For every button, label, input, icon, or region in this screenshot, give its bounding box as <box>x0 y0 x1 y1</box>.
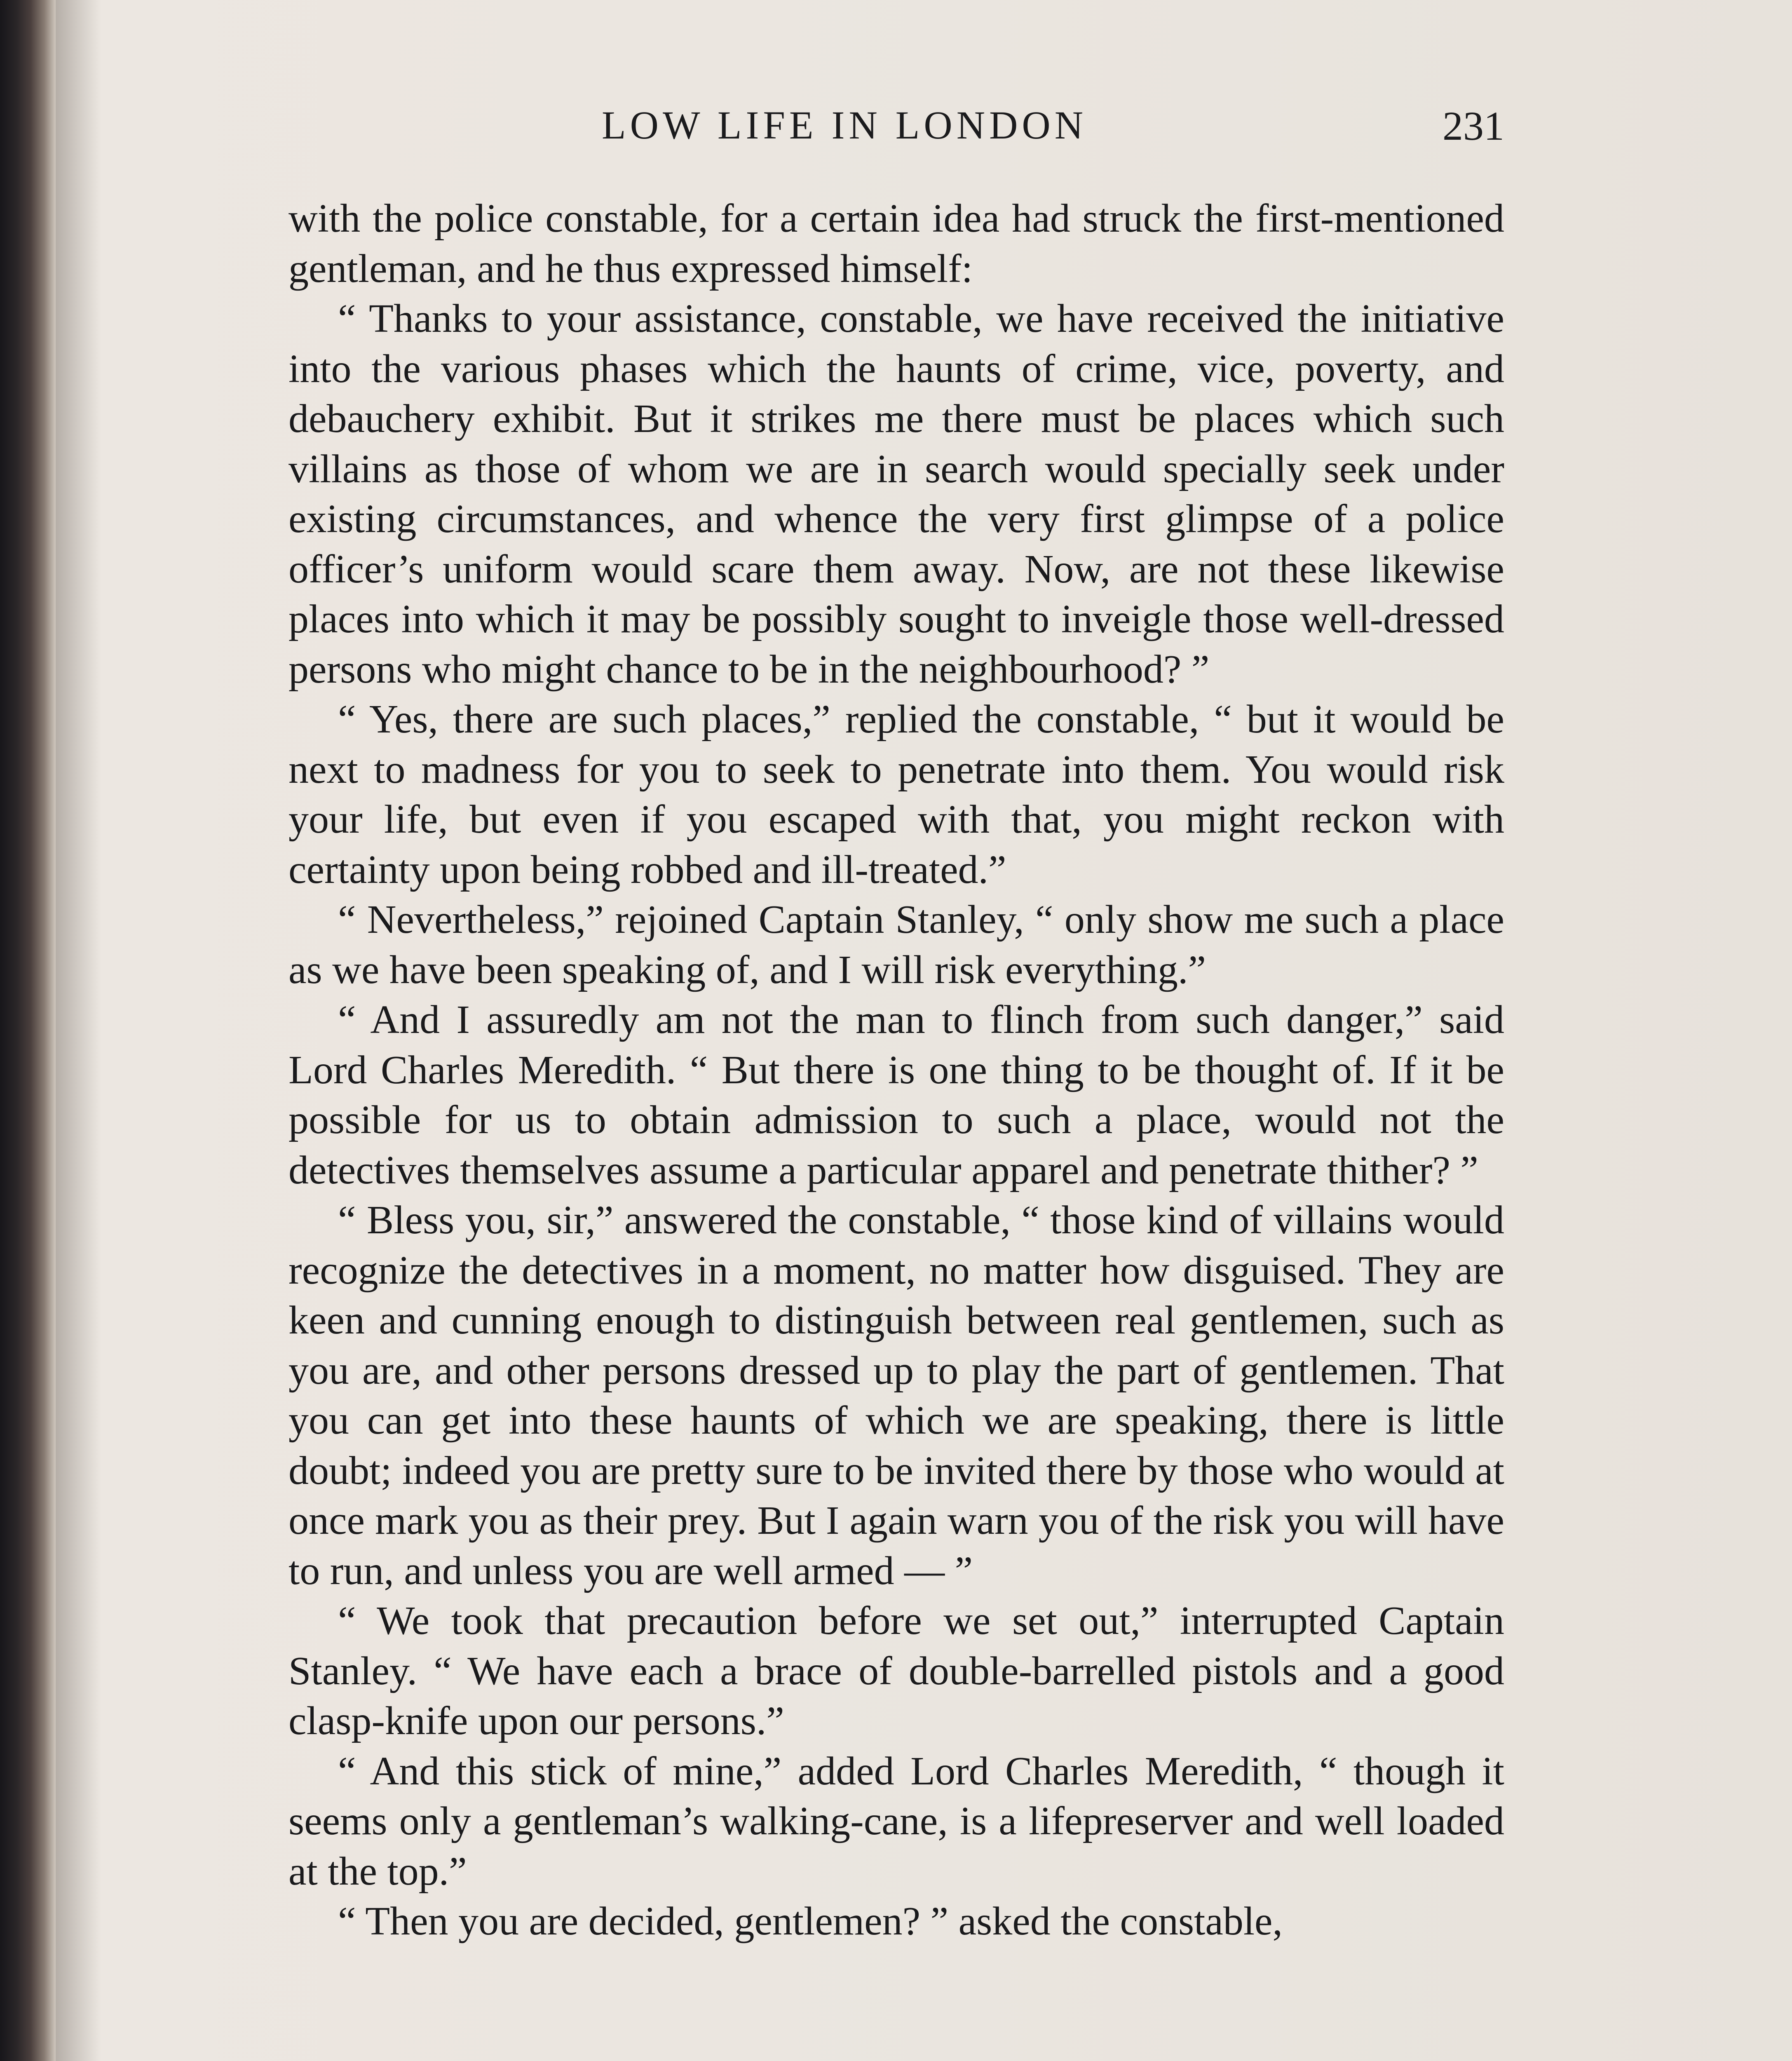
gutter-shadow <box>56 0 101 2061</box>
page-number: 231 <box>1443 103 1504 149</box>
paragraph-4: “ Nevertheless,” rejoined Captain Stanley, “ only show me such a place as we have been speaking of, and I will risk everything.” <box>289 897 1504 992</box>
paragraph-6: “ Bless you, sir,” answered the constable, “ those kind of villains would recognize the detectives in a moment, no matter how disguised. They are keen and cunning enough to distinguish between real gentlemen, such as you are, and other persons dressed up to play the part of gentlemen. That you can get into these haunts of which we are speaking, there is little doubt; indeed you are pretty sure to be invited there by those who would at once mark you as their prey. But I again warn you of the risk you will have to run, and unless you are well armed — ” <box>289 1198 1504 1593</box>
page-header <box>297 102 1504 164</box>
book-binding-edge <box>0 0 56 2061</box>
paragraph-5: “ And I assuredly am not the man to flinch from such danger,” said Lord Charles Meredith. “ But there is one thing to be thought of. If it be possible for us to obtain admission to such a place, would not the detectives themselves assume a particular apparel and penetrate thither? ” <box>289 998 1504 1192</box>
paragraph-7: “ We took that precaution before we set out,” interrupted Captain Stanley. “ We have each a brace of double-barrelled pistols and a good clasp-knife upon our persons.” <box>289 1599 1504 1743</box>
paragraph-1: with the police constable, for a certain idea had struck the first-mentioned gentleman, and he thus expressed himself: <box>289 196 1504 291</box>
body-text <box>289 194 1504 2061</box>
paragraph-2: “ Thanks to your assistance, constable, we have received the initiative into the various phases which the haunts of crime, vice, poverty, and debauchery exhibit. But it strikes me there must be places which such villains as those of whom we are in search would specially seek under existing circumstances, and whence the very first glimpse of a police officer’s uniform would scare them away. Now, are not these likewise places into which it may be possibly sought to inveigle those well-dressed persons who might chance to be in the neighbourhood? ” <box>289 296 1504 692</box>
paragraph-8: “ And this stick of mine,” added Lord Charles Meredith, “ though it seems only a gentleman’s walking-cane, is a lifepreserver and well loaded at the top.” <box>289 1749 1504 1894</box>
paragraph-3: “ Yes, there are such places,” replied the constable, “ but it would be next to madness for you to seek to penetrate into them. You would risk your life, but even if you escaped with that, you might reckon with certainty upon being robbed and ill-treated.” <box>289 697 1504 892</box>
running-head: LOW LIFE IN LONDON <box>602 103 1088 147</box>
paragraph-9: “ Then you are decided, gentlemen? ” asked the constable, <box>338 1899 1283 1944</box>
